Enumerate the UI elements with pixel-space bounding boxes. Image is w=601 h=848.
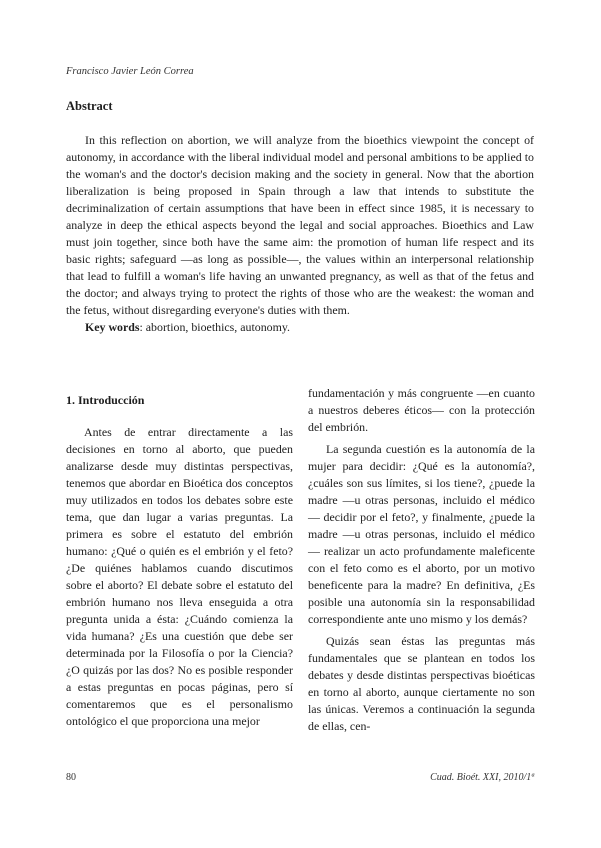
page-number: 80 <box>66 772 76 783</box>
intro-paragraph-1-continued: fundamentación y más congruente —en cuanto a nuestros deberes éticos— con la protección del embrión. <box>308 386 535 434</box>
keywords-line <box>66 319 534 336</box>
abstract-title: Abstract <box>66 99 113 113</box>
section-heading: 1. Introducción <box>66 393 145 407</box>
journal-citation: Cuad. Bioét. XXI, 2010/1ª <box>430 772 534 783</box>
keywords-value: : abortion, bioethics, autonomy. <box>139 320 290 334</box>
keywords-label: Key words <box>85 320 140 334</box>
right-column <box>308 385 535 735</box>
left-column <box>66 392 293 730</box>
intro-paragraph-1: Antes de entrar directamente a las decisiones en torno al aborto, que pueden analizarse desde muy distintas perspectivas, tenemos que abordar en Bioética dos conceptos muy utilizados en todos los debates sobre este tema, que dan lugar a varias preguntas. La primera es sobre el estatuto del embrión humano: ¿Qué o quién es el embrión y el feto? ¿De quiénes hablamos cuando discutimos sobre el aborto? El debate sobre el estatuto del embrión humano nos lleva enseguida a otra pregunta unida a ésta: ¿Cuándo comienza la vida humana? ¿Es una cuestión que debe ser determinada por la Filosofía o por la Ciencia? ¿O quizás por las dos? No es posible responder a estas preguntas en pocas páginas, pero sí comentaremos que es el personalismo ontológico el que proporciona una mejor <box>66 425 293 728</box>
intro-paragraph-2: La segunda cuestión es la autonomía de la mujer para decidir: ¿Qué es la autonomía?, ¿cuáles son sus límites, si los tiene?, ¿puede la madre —u otras personas, incluido el médico— decidir por el feto?, y finalmente, ¿puede la madre —u otras personas, incluido el médico— realizar un acto profundamente maleficente con el feto como es el aborto, por un motivo beneficente para la madre? En definitiva, ¿Es posible una autonomía sin la responsabilidad correspondiente ante uno mismo y los demás? <box>308 442 535 626</box>
intro-paragraph-3: Quizás sean éstas las preguntas más fundamentales que se plantean en todos los debates y desde distintas perspectivas bioéticas en torno al aborto, aunque ciertamente no son las únicas. Veremos a continuación la segunda de ellas, cen- <box>308 634 535 733</box>
abstract-section <box>66 132 534 336</box>
running-header-author: Francisco Javier León Correa <box>66 66 194 77</box>
abstract-paragraph: In this reflection on abortion, we will analyze from the bioethics viewpoint the concept of autonomy, in accordance with the liberal individual model and personal ambitions to be applied to the woman's and the doctor's decision making and the society in general. Now that the abortion liberalization is being proposed in Spain through a law that intends to substitute the decriminalization of certain assumptions that have been in effect since 1985, it is necessary to analyze in deep the ethical aspects beyond the legal and social approaches. Bioethics and Law must join together, since both have the same aim: the promotion of human life respect and its basic rights; safeguard —as long as possible—, the values within an interpersonal relationship that lead to fulfill a woman's life having an unwanted pregnancy, as well as that of the fetus and the doctor; and always trying to protect the rights of those who are the weakest: the woman and the fetus, without disregarding everyone's duties with them. <box>66 133 534 317</box>
